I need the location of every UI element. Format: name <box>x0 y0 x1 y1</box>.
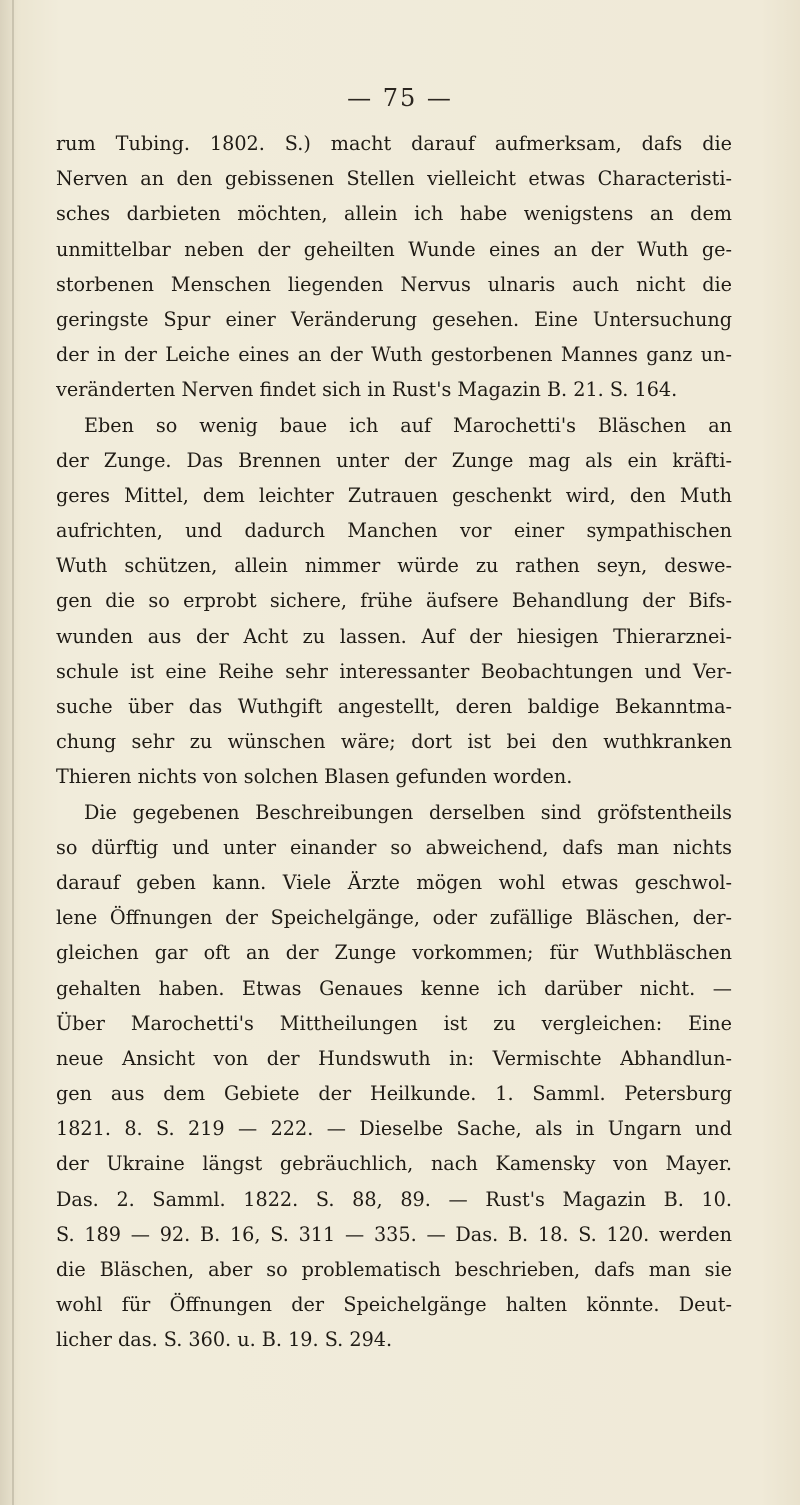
text-line: sches darbieten möchten, allein ich habe wenigstens an dem <box>56 202 732 226</box>
text-line: S. 189 — 92. B. 16, S. 311 — 335. — Das. B. 18. S. 120. werden <box>56 1222 732 1246</box>
text-line: der Zunge. Das Brennen unter der Zunge mag als ein kräfti- <box>56 448 732 472</box>
text-line: storbenen Menschen liegenden Nervus ulnaris auch nicht die <box>56 272 732 296</box>
text-line: aufrichten, und dadurch Manchen vor einer sympathischen <box>56 519 732 543</box>
text-line: Die gegebenen Beschreibungen derselben sind gröfstentheils <box>84 800 732 824</box>
text-line: die Bläschen, aber so problematisch beschrieben, dafs man sie <box>56 1258 732 1281</box>
binding-gutter <box>12 0 14 1505</box>
text-line: Thieren nichts von solchen Blasen gefunden worden. <box>56 765 573 789</box>
text-line: Eben so wenig baue ich auf Marochetti's Bläschen an <box>84 413 732 437</box>
text-line: geringste Spur einer Veränderung gesehen. Eine Untersuchung <box>56 307 732 331</box>
text-line: lene Öffnungen der Speichelgänge, oder zufällige Bläschen, der- <box>56 906 732 930</box>
text-line: 1821. 8. S. 219 — 222. — Dieselbe Sache, als in Ungarn und <box>56 1117 732 1141</box>
text-line: neue Ansicht von der Hundswuth in: Vermischte Abhandlun- <box>56 1046 732 1070</box>
page-number: — 75 — <box>347 84 453 112</box>
text-line: gehalten haben. Etwas Genaues kenne ich darüber nicht. — <box>56 976 732 1000</box>
text-line: gleichen gar oft an der Zunge vorkommen; für Wuthbläschen <box>56 941 732 965</box>
text-line: veränderten Nerven findet sich in Rust's Magazin B. 21. S. 164. <box>56 378 678 402</box>
text-line: unmittelbar neben der geheilten Wunde eines an der Wuth ge- <box>56 237 732 261</box>
text-line: darauf geben kann. Viele Ärzte mögen wohl etwas geschwol- <box>56 870 732 894</box>
text-line: Über Marochetti's Mittheilungen ist zu vergleichen: Eine <box>56 1011 732 1035</box>
text-line: der Ukraine längst gebräuchlich, nach Kamensky von Mayer. <box>56 1152 732 1176</box>
text-line: suche über das Wuthgift angestellt, deren baldige Bekanntma- <box>56 695 732 718</box>
text-line: so dürftig und unter einander so abweichend, dafs man nichts <box>56 835 732 859</box>
text-line: wohl für Öffnungen der Speichelgänge halten könnte. Deut- <box>56 1293 732 1317</box>
text-line: rum Tubing. 1802. S.) macht darauf aufmerksam, dafs die <box>56 132 732 155</box>
text-line: Nerven an den gebissenen Stellen vielleicht etwas Characteristi- <box>56 167 732 191</box>
text-line: schule ist eine Reihe sehr interessanter Beobachtungen und Ver- <box>56 659 732 683</box>
text-line: Wuth schützen, allein nimmer würde zu rathen seyn, deswe- <box>56 554 732 578</box>
text-line: wunden aus der Acht zu lassen. Auf der hiesigen Thierarznei- <box>56 624 732 648</box>
text-line: geres Mittel, dem leichter Zutrauen geschenkt wird, den Muth <box>56 483 732 507</box>
body-text <box>56 126 732 1358</box>
text-line: der in der Leiche eines an der Wuth gestorbenen Mannes ganz un- <box>56 343 732 367</box>
text-line: licher das. S. 360. u. B. 19. S. 294. <box>56 1328 393 1352</box>
text-line: gen die so erprobt sichere, frühe äufsere Behandlung der Bifs- <box>56 589 732 613</box>
text-line: gen aus dem Gebiete der Heilkunde. 1. Samml. Petersburg <box>56 1082 732 1106</box>
text-line: Das. 2. Samml. 1822. S. 88, 89. — Rust's Magazin B. 10. <box>56 1187 732 1211</box>
text-line: chung sehr zu wünschen wäre; dort ist bei den wuthkranken <box>56 730 732 754</box>
